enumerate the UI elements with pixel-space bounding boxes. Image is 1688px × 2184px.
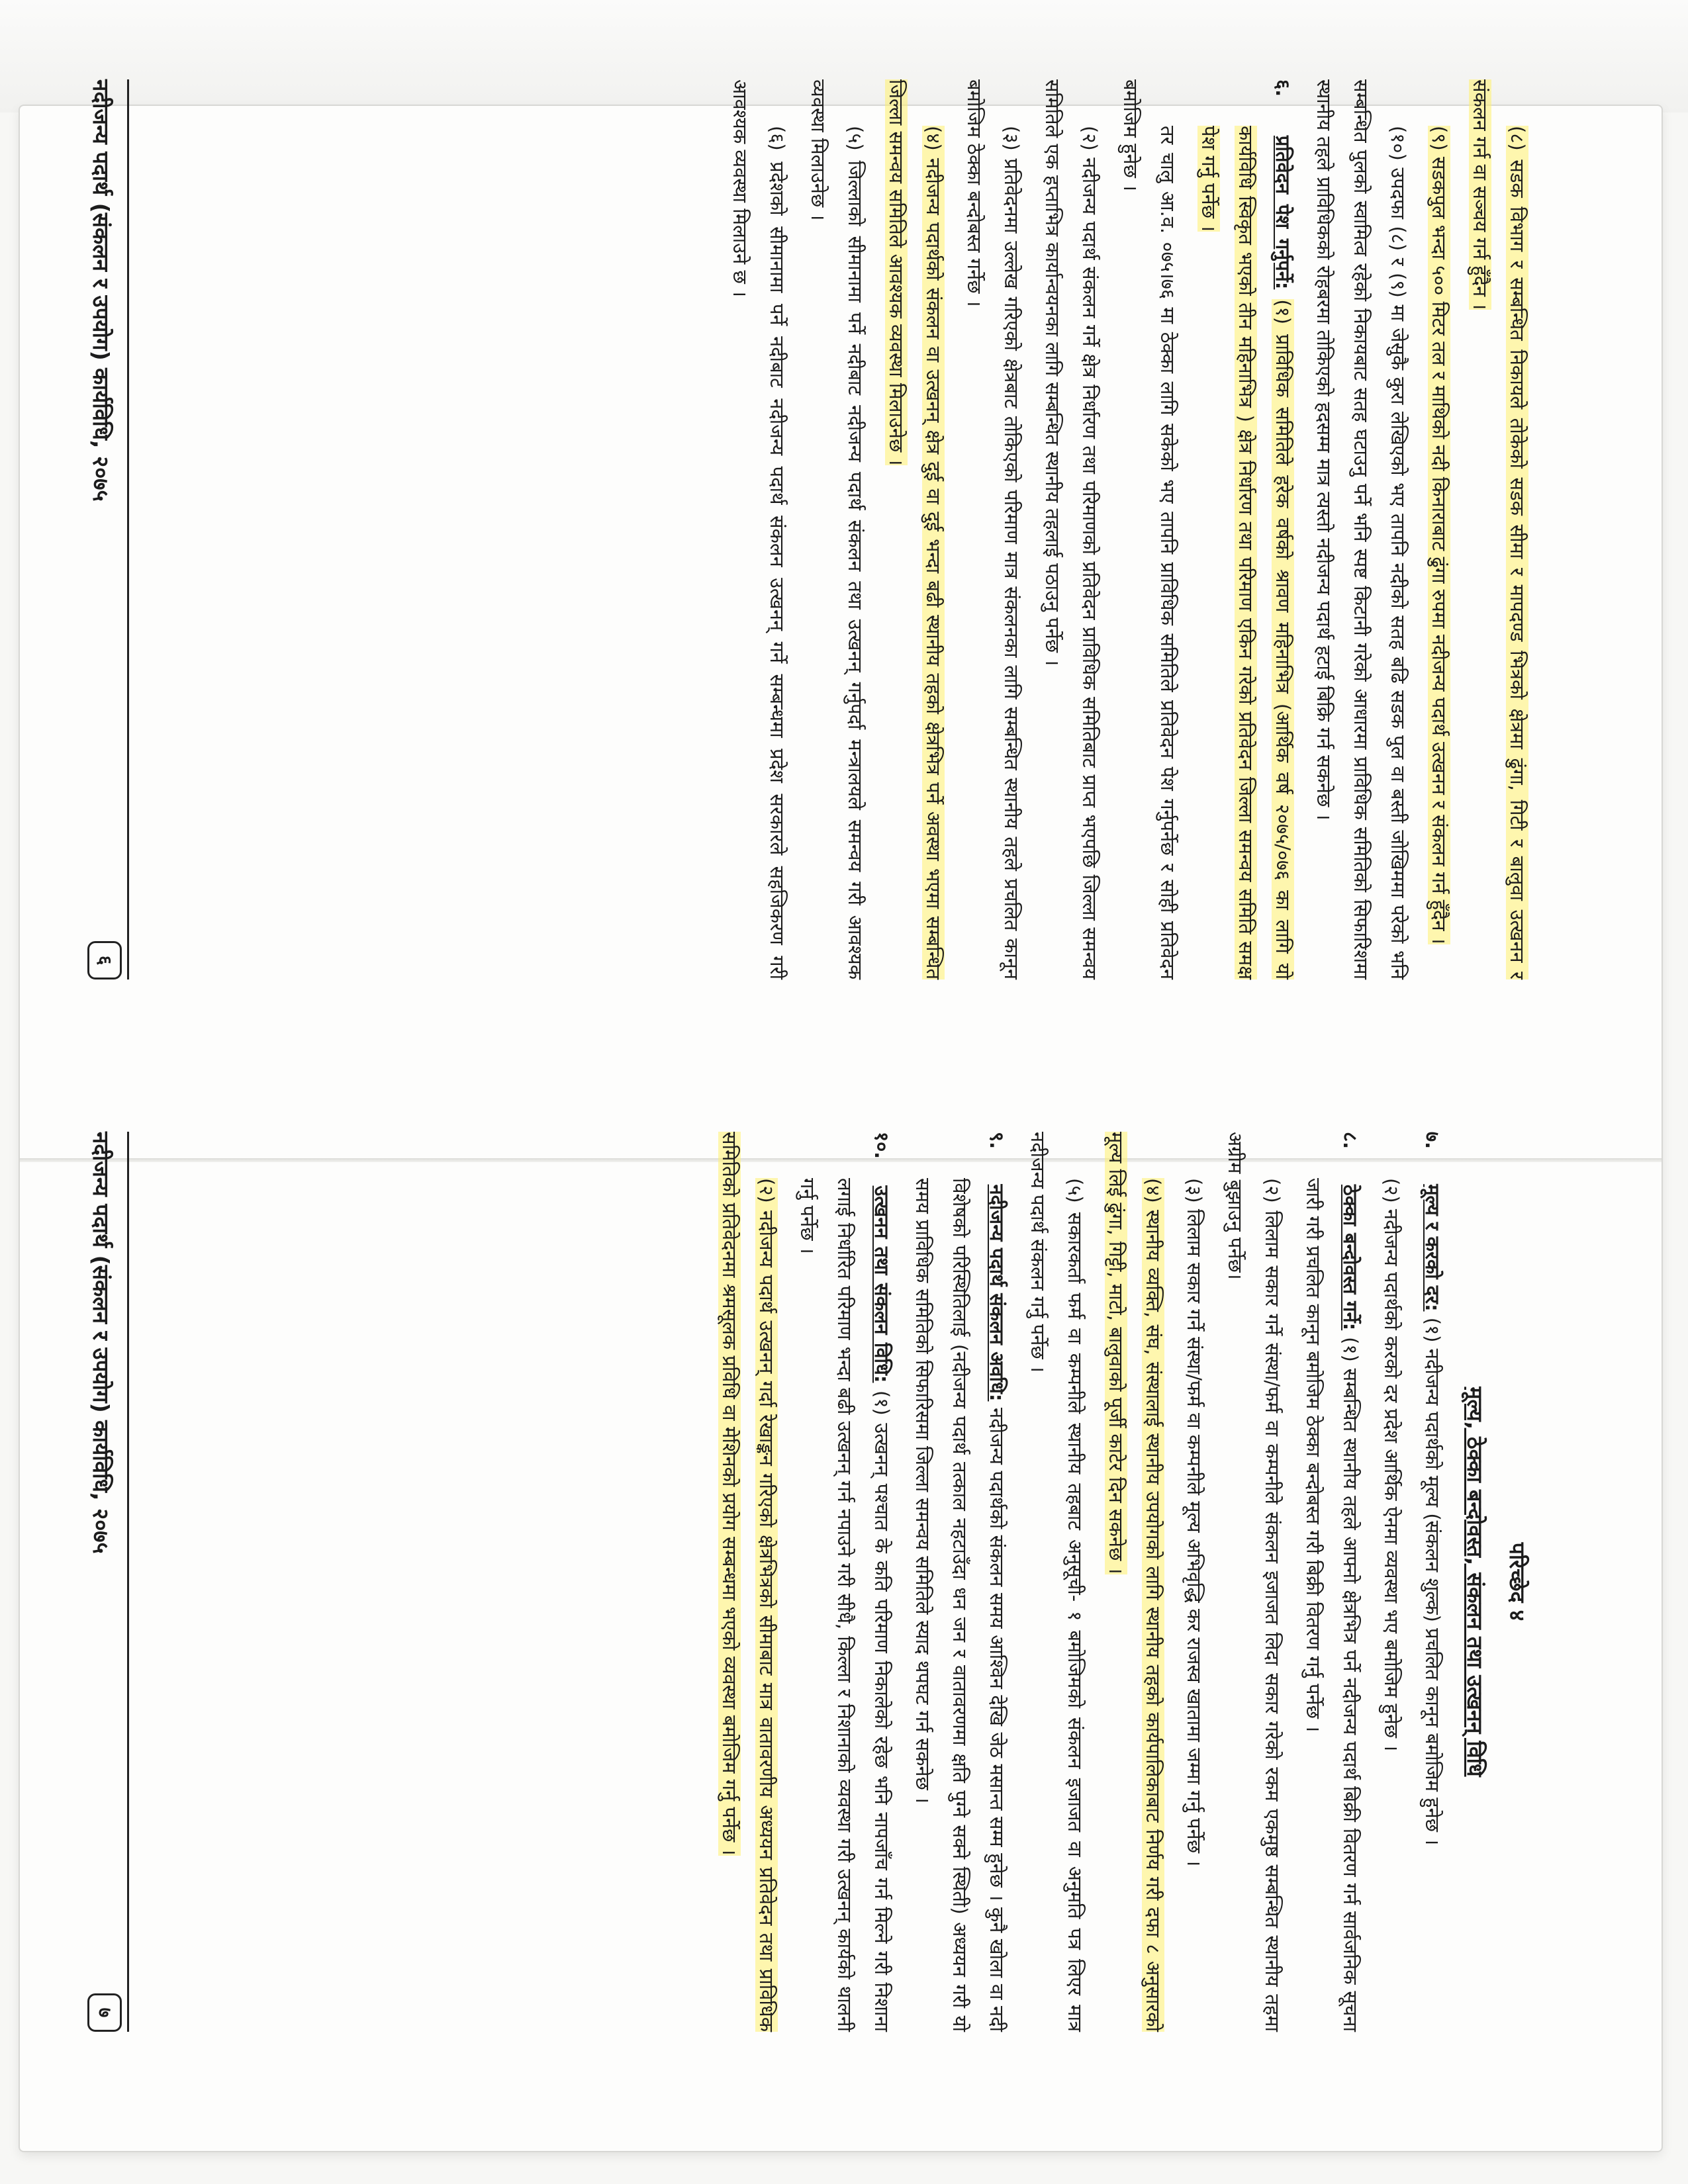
section-8-heading: ठेक्का बन्दोवस्त गर्ने:	[1339, 1184, 1362, 1331]
page-number-badge: ७	[87, 1993, 122, 2032]
subsection-7-2: (२) नदीजन्य पदार्थको करको दर प्रदेश आर्थिक ऐनमा व्यवस्था भए बमोजिम हुनेछ ।	[1380, 1178, 1403, 1752]
footer-title: नदीजन्य पदार्थ (संकलन र उपयोग) कार्यविधि, २०७५	[88, 1132, 114, 1554]
section-7	[1414, 1132, 1451, 2032]
section-9	[904, 1132, 1015, 2032]
section-7-heading: मूल्य र करको दर:	[1421, 1184, 1444, 1312]
section-10	[789, 1132, 900, 2032]
page-number-badge: ६	[87, 941, 122, 979]
proviso-paragraph: तर चालु आ.व. ०७५।७६ मा ठेक्का लागि सकेको भए तापनि प्राविधिक समितिले प्रतिवेदन पेश गर्नुपर्नेछ र सोही प्रतिवेदन बमोजिम हुनेछ ।	[1119, 79, 1179, 979]
section-9-heading: नदीजन्य पदार्थ संकलन अवधि:	[986, 1184, 1008, 1402]
subsection-8-4: (४) स्थानीय व्यक्ति, संघ, संस्थालाई स्थानीय उपयोगको लागि स्थानीय तहको कार्यपालिकाबाट निर्णय गरी दफा ८ अनुसारको मूल्य लिई ढुंगा, गिट्टी, माटो, बालुवाको पूर्जी काटेर दिन सकनेछ ।	[1105, 1132, 1164, 2032]
chapter-title: परिच्छेद ४	[1505, 1542, 1530, 1621]
section-6	[1190, 79, 1301, 979]
section-8-text: (१) सम्बन्धित स्थानीय तहले आफ्नो क्षेत्रभित्र पर्ने नदीजन्य पदार्थ बिक्री वितरण गर्न सार्वजनिक सूचना जारी गरी प्रचलित कानून बमोजिम ठेक्का बन्दोबस्त गरी बिक्री वितरण गर्नु पर्नेछ ।	[1302, 1178, 1362, 2032]
section-6-text: (१) प्राविधिक समितिले हरेक वर्षको श्रावण महिनाभित्र (आर्थिक वर्ष २०७५/०७६ का लागि यो कार्यविधि स्विकृत भएको तीन महिनाभित्र ) क्षेत्र निर्धारण तथा परिमाण एकिन गरेको प्रतिवेदन जिल्ला समन्वय समिति समक्ष पेश गर्नु पर्नेछ ।	[1197, 126, 1294, 980]
document-page-6	[53, 46, 1562, 1013]
document-page-7	[53, 1099, 1562, 2065]
page-6-body	[132, 79, 1536, 979]
page-6-footer	[81, 79, 129, 979]
subsection-8-3: (३) लिलाम सकार गर्ने संस्था/फर्म वा कम्पनीले मूल्य अभिवृद्धि कर राजस्व खातामा जम्मा गर्नु पर्नेछ ।	[1183, 1178, 1205, 1867]
subsection-6-2: (२) नदीजन्य पदार्थ संकलन गर्ने क्षेत्र निर्धारण तथा परिमाणको प्रतिवेदन प्राविधिक समितिबाट प्राप्त भएपछि जिल्ला समन्वय समितिले एक हप्ताभित्र कार्यान्वयनका लागि सम्बन्धित स्थानीय तहलाई पठाउनु पर्नेछ ।	[1041, 79, 1101, 979]
subsection-6-3: (३) प्रतिवेदनमा उल्लेख गरिएको क्षेत्रबाट तोकिएको परिमाण मात्र संकलनका लागि सम्बन्धित स्थानीय तहले प्रचलित कानून बमोजिम ठेक्का बन्दोबस्त गर्नेछ ।	[963, 79, 1023, 979]
paragraph-8: (८) सडक विभाग र सम्बन्धित निकायले तोकेको सडक सीमा र मापदण्ड भित्रको क्षेत्रमा ढुंगा, गिटी र बालुवा उत्खनन र संकलन गर्न वा सञ्चय गर्न हुँदैन ।	[1469, 79, 1528, 979]
paragraph-10: (१०) उपदफा (८) र (९) मा जेसुकै कुरा लेखिएको भए तापनि नदीको सतह बढि सडक पुल वा बस्ती जोखिममा परेको भनि सम्बन्धित पुलको स्वामित्व रहेको निकायबाट सतह घटाउनु पर्ने भनि स्पष्ट किटानी गरेको आधारमा प्राविधिक समितिको सिफारिशमा स्थानीय तहले प्राविधिकको रोहबरमा तोकिएको हदसम्म मात्र त्यस्तो नदीजन्य पदार्थ हटाई बिक्रि गर्न सकनेछ ।	[1313, 79, 1409, 979]
footer-title: नदीजन्य पदार्थ (संकलन र उपयोग) कार्यविधि, २०७५	[88, 79, 114, 502]
subsection-10-2: (२) नदीजन्य पदार्थ उत्खनन् गर्दा रेखाङ्कन गरिएको क्षेत्रभित्रको सीमाबाट मात्र वातावरणीय अध्ययन प्रतिवेदन तथा प्राविधिक समितिको प्रतिवेदनमा श्रमसूलक प्रविधि वा मेशिनको प्रयोग सम्बन्धमा भएको व्यवस्था बमोजिम गर्नु पर्नेछ ।	[718, 1132, 778, 2032]
paragraph-9: (९) सडकपुल भन्दा ५०० मिटर तल र माथिको नदी किनाराबाट ढुंगा रुपमा नदीजन्य पदार्थ उत्खनन र संकलन गर्न हुँदैन ।	[1428, 126, 1450, 944]
chapter-subtitle: मूल्य, ठेक्का बन्दोवस्त, संकलन तथा उत्खनन् विधि	[1462, 1387, 1487, 1777]
section-6-number: ६.	[1272, 79, 1294, 97]
subsection-6-5: (५) जिल्लाको सीमानामा पर्ने नदीबाट नदीजन्य पदार्थ संकलन तथा उत्खनन् गर्नुपर्दा मन्त्रालयले समन्वय गरी आवश्यक व्यवस्था मिलाउनेछ ।	[807, 79, 867, 979]
section-9-text: नदीजन्य पदार्थको संकलन समय आश्विन देखि जेठ मसान्त सम्म हुनेछ । कुनै खोला वा नदी विशेषको परिस्थितिलाई (नदीजन्य पदार्थ तत्काल नहटाउँदा धन जन र वातावरणमा क्षति पुग्ने सक्ने स्थिती) अध्ययन गरी यो समय प्राविधिक समितिको सिफारिसमा जिल्ला समन्वय समितिले स्याद थपघट गर्न सकनेछ ।	[912, 1178, 1008, 2032]
subsection-8-5: (५) सकारकर्ता फर्म वा कम्पनीले स्थानीय तहबाट अनुसूची- १ बमोजिमको संकलन इजाजत वा अनुमति पत्र लिएर मात्र नदीजन्य पदार्थ संकलन गर्नु पर्नेछ ।	[1027, 1132, 1086, 2032]
section-10-number: १०.	[870, 1132, 893, 1160]
subsection-6-4: (४) नदीजन्य पदार्थको संकलन वा उत्खनन् क्षेत्र दुई वा दुई भन्दा बढी स्थानीय तहको क्षेत्रभित्र पर्ने अवस्था भएमा सम्बन्धित जिल्ला समन्वय समितिले आवश्यक व्यवस्था मिलाउनेछ ।	[885, 79, 945, 979]
subsection-6-6: (६) प्रदेशको सीमानामा पर्ने नदीबाट नदीजन्य पदार्थ संकलन उत्खनन् गर्ने सम्बन्धमा प्रदेश सरकारले सहजिकरण गरी आवश्यक व्यवस्था मिलाउने छ ।	[729, 79, 788, 979]
subsection-8-2: (२) लिलाम सकार गर्ने संस्था/फर्म वा कम्पनीले संकलन इजाजत लिदा सकार गरेको रकम एकमुष्ठ सम्बन्धित स्थानीय तहमा अग्रीम बुझाउनु पर्नेछ।	[1224, 1132, 1284, 2032]
section-8	[1295, 1132, 1369, 2032]
section-8-number: ८.	[1339, 1132, 1362, 1150]
section-10-heading: उत्खनन तथा संकलन विधि:	[870, 1185, 893, 1383]
section-6-heading: प्रतिवेदन पेश गर्नुपर्ने:	[1272, 135, 1294, 290]
section-7-text: (१) नदीजन्य पदार्थको मूल्य (संकलन शुल्क) प्रचलित कानून बमोजिम हुनेछ ।	[1421, 1317, 1444, 1846]
page-7-body	[132, 1132, 1536, 2032]
page-7-footer	[81, 1132, 129, 2032]
section-9-number: ९.	[986, 1132, 1008, 1150]
section-10-text: (१) उत्खनन् पश्चात के कति परिमाण निकालेको रहेछ भनि नापजाँच गर्न मिल्ने गरी निशाना लगाई निर्धारित परिमाण भन्दा बढी उत्खनन् गर्न नपाउने गरी सीधै, किल्ला र निशानाको व्यवस्था गरी उत्खनन् कार्यको थालनी गर्नु पर्नेछ ।	[796, 1178, 893, 2032]
section-7-number: ७.	[1421, 1132, 1444, 1150]
